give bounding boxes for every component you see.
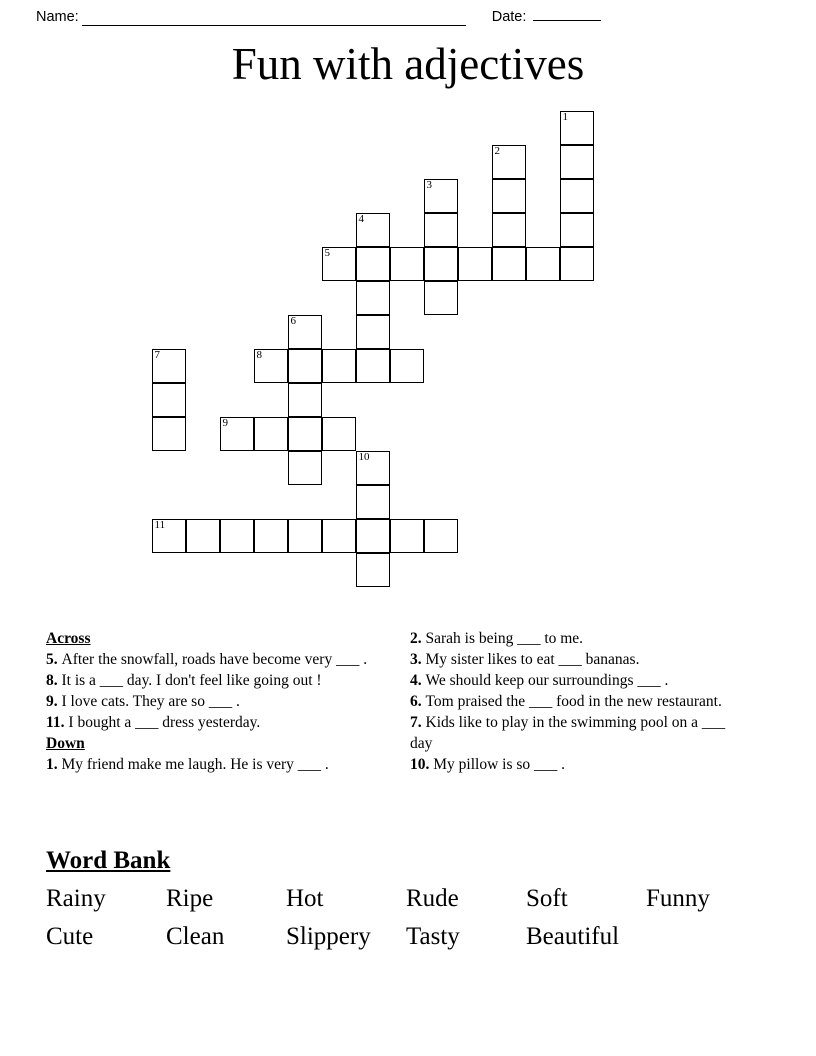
clue-item	[410, 754, 750, 775]
clue-item	[410, 670, 750, 691]
clue-text: I bought a ___ dress yesterday.	[68, 714, 261, 731]
clue-text: My pillow is so ___ .	[433, 756, 566, 773]
name-label: Name:	[36, 9, 79, 25]
clue-number: 1.	[46, 756, 62, 773]
cell-number-6: 6	[290, 315, 296, 327]
crossword-cell[interactable]	[322, 349, 356, 383]
clue-item	[46, 670, 394, 691]
crossword-cell[interactable]	[424, 281, 458, 315]
crossword-cell[interactable]	[254, 349, 288, 383]
crossword-cell[interactable]	[492, 145, 526, 179]
clue-number: 6.	[410, 693, 426, 710]
word-bank-word[interactable]: Ripe	[166, 885, 214, 912]
crossword-cell[interactable]	[424, 519, 458, 553]
crossword-cell[interactable]	[492, 179, 526, 213]
crossword-cell[interactable]	[152, 519, 186, 553]
clue-number: 3.	[410, 651, 426, 668]
clue-text: Tom praised the ___ food in the new restaurant.	[425, 693, 722, 710]
date-label: Date:	[491, 9, 527, 25]
crossword-cell[interactable]	[390, 519, 424, 553]
clue-heading-across: Across	[46, 630, 91, 647]
clue-item	[46, 754, 394, 775]
crossword-cell[interactable]	[356, 315, 390, 349]
cell-number-5: 5	[324, 247, 330, 259]
clue-number: 7.	[410, 714, 426, 731]
clue-number: 8.	[46, 672, 62, 689]
crossword-cell[interactable]	[288, 349, 322, 383]
word-bank-section	[46, 846, 770, 956]
cell-number-9: 9	[222, 417, 228, 429]
crossword-cell[interactable]	[560, 145, 594, 179]
crossword-cell[interactable]	[288, 519, 322, 553]
clue-item	[46, 691, 394, 712]
clue-heading-down: Down	[46, 735, 85, 752]
clue-item	[410, 649, 750, 670]
word-bank-word[interactable]: Beautiful	[526, 923, 620, 950]
cell-number-11: 11	[154, 519, 166, 531]
crossword-cell[interactable]	[424, 213, 458, 247]
crossword-cell[interactable]	[288, 383, 322, 417]
crossword-cell[interactable]	[356, 553, 390, 587]
word-bank-word[interactable]: Funny	[646, 885, 710, 912]
clue-number: 5.	[46, 651, 62, 668]
crossword-cell[interactable]	[492, 247, 526, 281]
clue-text: I love cats. They are so ___ .	[61, 693, 240, 710]
crossword-cell[interactable]	[560, 213, 594, 247]
word-bank-row	[46, 918, 770, 956]
crossword-cell[interactable]	[560, 179, 594, 213]
crossword-cell[interactable]	[186, 519, 220, 553]
word-bank-word[interactable]: Hot	[286, 885, 324, 912]
crossword-cell[interactable]	[356, 281, 390, 315]
clue-text: My sister likes to eat ___ bananas.	[425, 651, 640, 668]
crossword-cell[interactable]	[322, 247, 356, 281]
clue-number: 9.	[46, 693, 62, 710]
crossword-cell[interactable]	[254, 417, 288, 451]
crossword-cell[interactable]	[390, 247, 424, 281]
crossword-cell[interactable]	[424, 179, 458, 213]
crossword-cell[interactable]	[152, 383, 186, 417]
clues-right-column	[410, 628, 750, 775]
clue-text: Sarah is being ___ to me.	[425, 630, 584, 647]
clue-text: Kids like to play in the swimming pool on a ___ day	[410, 714, 726, 752]
clue-number: 11.	[46, 714, 69, 731]
crossword-cell[interactable]	[220, 519, 254, 553]
crossword-cell[interactable]	[560, 247, 594, 281]
cell-number-2: 2	[494, 145, 500, 157]
clue-text: After the snowfall, roads have become very ___ .	[61, 651, 368, 668]
word-bank-rows	[46, 880, 770, 956]
word-bank-word[interactable]: Tasty	[406, 923, 460, 950]
crossword-cell[interactable]	[220, 417, 254, 451]
cell-number-3: 3	[426, 179, 432, 191]
crossword-cell[interactable]	[288, 451, 322, 485]
word-bank-word[interactable]: Cute	[46, 923, 94, 950]
clue-number: 10.	[410, 756, 434, 773]
clue-text: We should keep our surroundings ___ .	[425, 672, 669, 689]
crossword-cell[interactable]	[152, 349, 186, 383]
cell-number-7: 7	[154, 349, 160, 361]
clue-number: 4.	[410, 672, 426, 689]
clue-item	[46, 649, 394, 670]
word-bank-word[interactable]: Clean	[166, 923, 225, 950]
word-bank-word[interactable]: Rainy	[46, 885, 106, 912]
clues-left-column	[46, 628, 394, 775]
page-title: Fun with adjectives	[231, 39, 585, 89]
crossword-cell[interactable]	[560, 111, 594, 145]
crossword-cell[interactable]	[288, 315, 322, 349]
crossword-cell[interactable]	[356, 349, 390, 383]
cell-number-1: 1	[562, 111, 568, 123]
crossword-cell[interactable]	[458, 247, 492, 281]
crossword-cell[interactable]	[390, 349, 424, 383]
cell-number-4: 4	[358, 213, 364, 225]
clues-section	[46, 628, 770, 828]
crossword-cell[interactable]	[288, 417, 322, 451]
clue-item	[410, 628, 750, 649]
crossword-cell[interactable]	[322, 519, 356, 553]
clue-text: My friend make me laugh. He is very ___ .	[61, 756, 329, 773]
crossword-cell[interactable]	[526, 247, 560, 281]
crossword-cell[interactable]	[152, 417, 186, 451]
word-bank-word[interactable]: Soft	[526, 885, 568, 912]
clue-item	[410, 712, 750, 754]
crossword-cell[interactable]	[424, 247, 458, 281]
word-bank-row	[46, 880, 770, 918]
clue-item	[410, 691, 750, 712]
clue-item	[46, 712, 394, 733]
word-bank-word[interactable]: Slippery	[286, 923, 371, 950]
cell-number-10: 10	[358, 451, 370, 463]
word-bank-heading: Word Bank	[46, 847, 171, 874]
crossword-cell[interactable]	[492, 213, 526, 247]
crossword-cell[interactable]	[254, 519, 288, 553]
crossword-cell[interactable]	[356, 519, 390, 553]
crossword-cell[interactable]	[322, 417, 356, 451]
word-bank-word[interactable]: Rude	[406, 885, 459, 912]
cell-number-8: 8	[256, 349, 262, 361]
crossword-cell[interactable]	[356, 213, 390, 247]
clue-number: 2.	[410, 630, 426, 647]
crossword-cell[interactable]	[356, 451, 390, 485]
crossword-cell[interactable]	[356, 485, 390, 519]
crossword-cell[interactable]	[356, 247, 390, 281]
clue-text: It is a ___ day. I don't feel like going out !	[61, 672, 322, 689]
